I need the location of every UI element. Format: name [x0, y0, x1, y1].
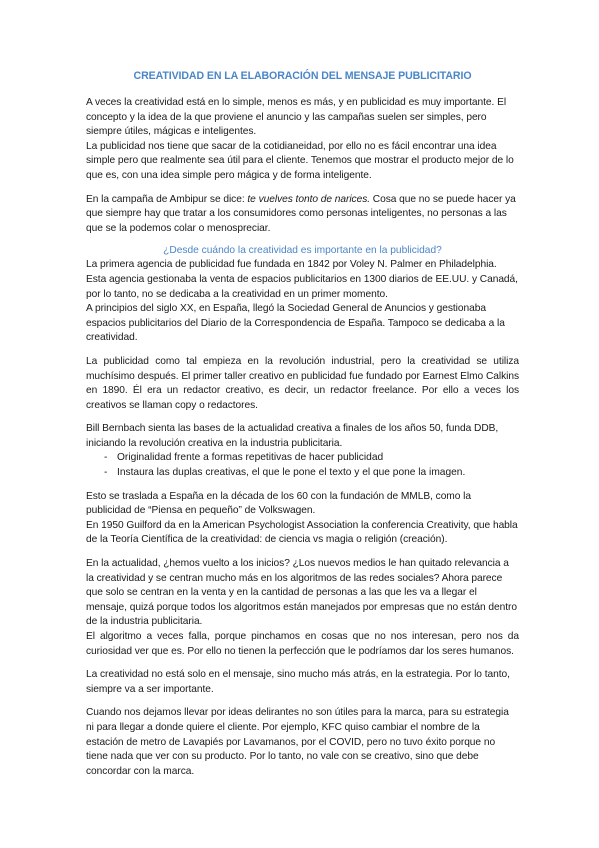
paragraph-algoritmo: El algoritmo a veces falla, porque pinchamos en cosas que no nos interesan, pero nos da curiosidad ver que es. Por ello no tienen la perfección que le podríamos dar los seres humanos.	[86, 631, 519, 657]
ambipur-text-start: En la campaña de Ambipur se dice:	[86, 193, 248, 205]
paragraph-bernbach: Bill Bernbach sienta las bases de la actualidad creativa a finales de los años 50, funda DDB, iniciando la revolución creativa en la industria publicitaria.	[86, 423, 499, 449]
page-title: CREATIVIDAD EN LA ELABORACIÓN DEL MENSAJE PUBLICITARIO	[133, 70, 472, 82]
dash-marker: -	[104, 452, 108, 464]
paragraph-first-agency: La primera agencia de publicidad fue fundada en 1842 por Voley N. Palmer en Philadelphia. Esta agencia gestionaba la venta de espacios publicitarios en 1300 diarios de EE.UU. y Canadá, por lo tanto, no se dedicaba a la creatividad en un primer momento.	[86, 259, 518, 300]
paragraph-ambipur	[86, 193, 519, 237]
ambipur-text-end: Cosa que no se puede hacer ya que siempre hay que tratar a los consumidores como personas inteligentes, no personas a las que se la podemos colar o menospreciar.	[86, 193, 516, 234]
list-item: - Instaura las duplas creativas, el que le pone el texto y el que pone la imagen.	[86, 466, 519, 481]
paragraph-industrial-revolution: La publicidad como tal empieza en la revolución industrial, pero la creatividad se utiliza muchísimo después. El primer taller creativo en publicidad fue fundado por Earnest Elmo Calkins en 1890. Él era un redactor creativo, es decir, un redactor freelance. Por ello a veces los creativos se llaman copy o redactores.	[86, 355, 519, 411]
bernbach-list	[86, 451, 519, 480]
list-item: - Originalidad frente a formas repetitivas de hacer publicidad	[86, 451, 519, 466]
paragraph-cotidianeidad: La publicidad nos tiene que sacar de la cotidianeidad, por ello no es fácil encontrar una idea simple pero que realmente sea útil para el cliente. Tenemos que mostrar el producto mejor de lo que es, con una idea simple pero mágica y de forma inteligente.	[86, 140, 514, 181]
dash-marker: -	[104, 467, 108, 479]
paragraph-actualidad: En la actualidad, ¿hemos vuelto a los inicios? ¿Los nuevos medios le han quitado relevancia a la creatividad y se centran mucho más en los algoritmos de las redes sociales? Ahora parece que solo se centran en la venta y en la cantidad de personas a las que les va a llegar el mensaje, quizá porque todos los algoritmos están manejados por empresas que no están dentro de la industria publicitaria.	[86, 558, 517, 628]
paragraph-estrategia: La creatividad no está solo en el mensaje, sino mucho más atrás, en la estrategia. Por lo tanto, siempre va a ser importante.	[86, 669, 510, 695]
paragraph-spain-agency: A principios del siglo XX, en España, llegó la Sociedad General de Anuncios y gestionaba espacios publicitarios del Diario de la Correspondencia de España. Tampoco se dedicaba a la creatividad.	[86, 303, 505, 344]
paragraph-mmlb: Esto se traslada a España en la década de los 60 con la fundación de MMLB, como la publicidad de “Piensa en pequeño” de Volkswagen.	[86, 490, 471, 517]
ambipur-quote: te vuelves tonto de narices.	[247, 193, 371, 205]
paragraph-guilford: En 1950 Guilford da en la American Psychologist Association la conferencia Creativity, que habla de la Teoría Científica de la creatividad: de ciencia vs magia o religión (creación).	[86, 519, 518, 546]
section-subtitle: ¿Desde cuándo la creatividad es importante en la publicidad?	[163, 245, 442, 257]
paragraph-intro: A veces la creatividad está en lo simple, menos es más, y en publicidad es muy importante. El concepto y la idea de la que proviene el anuncio y las campañas suelen ser simples, pero siempre útiles, mágicas e inteligentes.	[86, 97, 507, 138]
paragraph-kfc: Cuando nos dejamos llevar por ideas delirantes no son útiles para la marca, para su estrategia ni para llegar a donde quiere el cliente. Por ejemplo, KFC quiso cambiar el nombre de la estación de metro de Lavapiés por Lavamanos, por el COVID, pero no tuvo éxito porque no tiene nada que ver con su producto. Por lo tanto, no vale con se creativo, sino que debe concordar con la marca.	[86, 707, 509, 777]
